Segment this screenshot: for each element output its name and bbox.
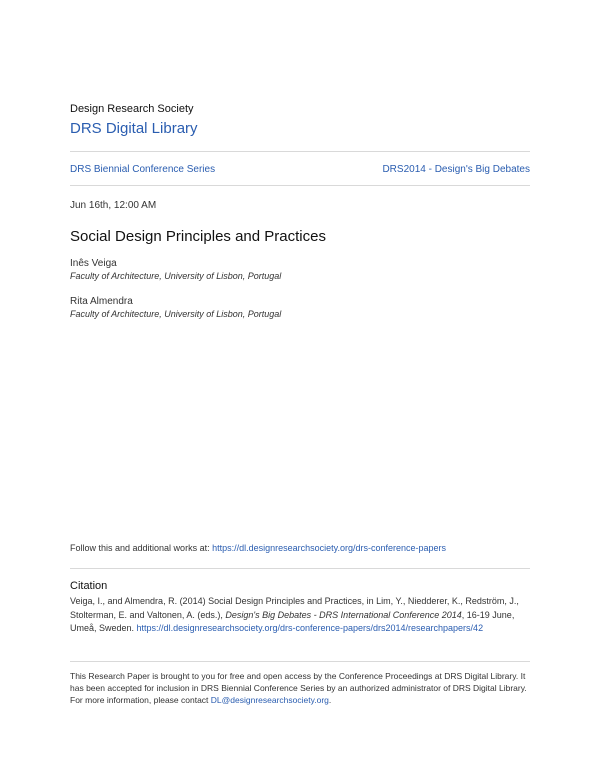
citation-part1: Veiga, I., and Almendra, R. (2014) Social Design Principles and Practices, in Lim, Y., Niedderer, K., Redström, J., Stolterman, E. and Valtonen, A. (eds.), [70,596,519,620]
paper-date: Jun 16th, 12:00 AM [70,200,157,211]
follow-text: Follow this and additional works at: [70,543,213,553]
divider-middle [70,185,530,186]
contact-email-link[interactable]: DL@designresearchsociety.org [210,695,329,705]
event-link[interactable]: DRS2014 - Design's Big Debates [382,164,530,175]
citation-italic: Design's Big Debates - DRS International Conference 2014 [225,609,462,620]
series-link[interactable]: DRS Biennial Conference Series [70,164,216,175]
citation-part2: , 16-19 June, Umeå, Sweden. [70,609,515,633]
author-affiliation: Faculty of Architecture, University of Lisbon, Portugal [70,271,282,281]
divider-notice [70,661,530,662]
follow-link[interactable]: https://dl.designresearchsociety.org/drs-conference-papers [212,543,447,553]
author-name: Rita Almendra [70,296,133,307]
notice-end: . [328,695,332,705]
author-affiliation: Faculty of Architecture, University of Lisbon, Portugal [70,309,282,319]
notice-body: This Research Paper is brought to you for free and open access by the Conference Proceedings at DRS Digital Library. It has been accepted for inclusion in DRS Biennial Conference Series by an authorized administrator of DRS Digital Library. For more information, please contact [70,671,527,705]
citation-heading: Citation [70,580,108,592]
author-name: Inês Veiga [70,258,117,269]
society-name: Design Research Society [70,103,194,115]
divider-citation [70,568,530,569]
citation-link[interactable]: https://dl.designresearchsociety.org/drs-conference-papers/drs2014/researchpapers/42 [136,623,484,633]
document-page [70,0,530,776]
notice-text [70,670,530,706]
follow-line [70,543,446,553]
library-link[interactable]: DRS Digital Library [70,120,198,137]
paper-title: Social Design Principles and Practices [70,228,326,245]
divider-top [70,151,530,152]
citation-text [70,595,530,636]
